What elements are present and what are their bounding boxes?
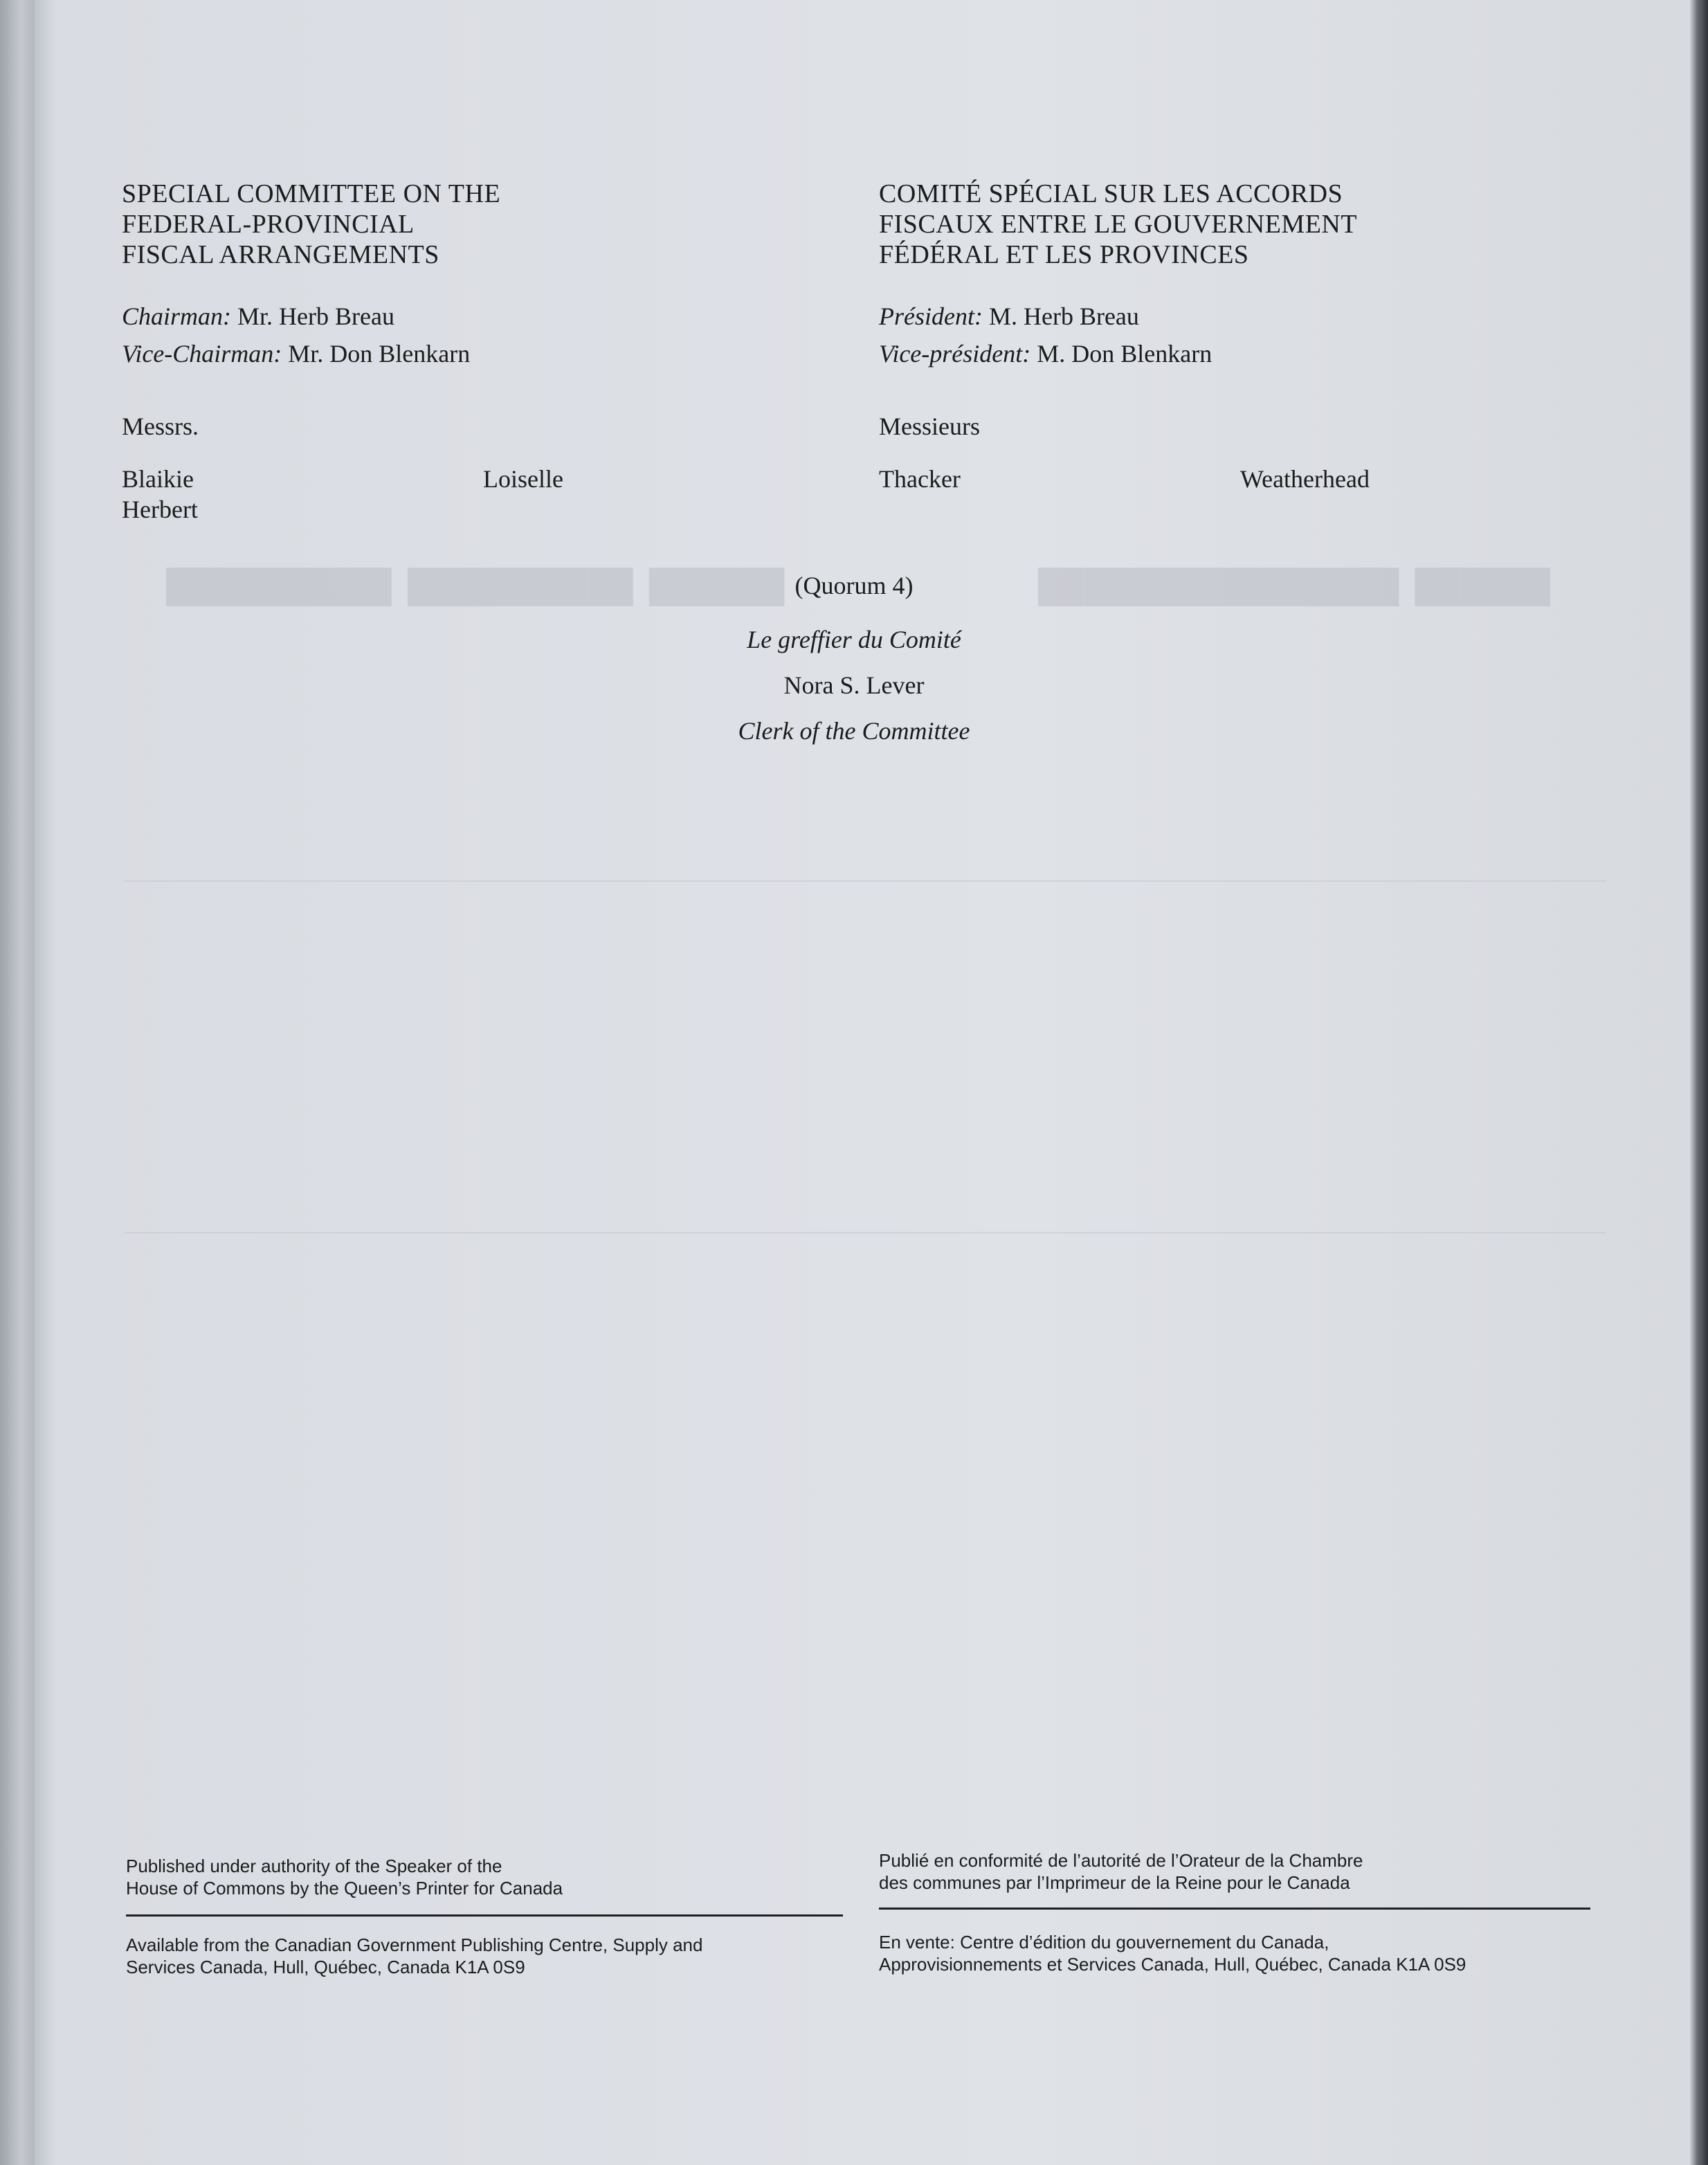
chairman-name: Mr. Herb Breau <box>237 302 394 330</box>
english-title-line: FEDERAL-PROVINCIAL <box>122 210 415 239</box>
member-name: Blaikie <box>122 465 194 493</box>
vice-president-label: Vice-président: <box>879 340 1031 368</box>
english-members-heading: Messrs. <box>122 413 199 440</box>
french-title-line: COMITÉ SPÉCIAL SUR LES ACCORDS <box>879 179 1343 208</box>
chairman-line <box>122 298 470 335</box>
members-list-col3 <box>879 464 961 494</box>
french-title-line: FÉDÉRAL ET LES PROVINCES <box>879 240 1249 269</box>
members-list-col2 <box>483 464 563 494</box>
french-members-heading: Messieurs <box>879 413 980 440</box>
availability-line: Approvisionnements et Services Canada, Hull, Québec, Canada K1A 0S9 <box>879 1954 1466 1975</box>
page-edge-shadow <box>1690 0 1708 2165</box>
english-availability-notice <box>126 1934 702 1978</box>
availability-line: En vente: Centre d’édition du gouvernement du Canada, <box>879 1932 1329 1953</box>
availability-line: Available from the Canadian Government Publishing Centre, Supply and <box>126 1935 703 1955</box>
published-line: House of Commons by the Queen’s Printer for Canada <box>126 1878 563 1899</box>
president-label: Président: <box>879 302 983 330</box>
published-line: Publié en conformité de l’autorité de l’Orateur de la Chambre <box>879 1850 1363 1871</box>
member-name: Thacker <box>879 465 961 493</box>
clerk-name: Nora S. Lever <box>783 671 925 699</box>
clerk-title-french: Le greffier du Comité <box>747 626 961 653</box>
english-title-line: SPECIAL COMMITTEE ON THE <box>122 179 501 208</box>
president-line <box>879 298 1212 335</box>
english-committee-title <box>122 179 500 270</box>
vice-chairman-name: Mr. Don Blenkarn <box>288 340 471 368</box>
member-name: Weatherhead <box>1240 465 1370 493</box>
english-officers <box>122 298 470 372</box>
chairman-label: Chairman: <box>122 302 232 330</box>
footer-divider-left <box>126 1914 843 1917</box>
vice-chairman-line <box>122 335 470 372</box>
clerk-title-english: Clerk of the Committee <box>738 717 970 745</box>
show-through-rule <box>125 1232 1606 1233</box>
english-title-line: FISCAL ARRANGEMENTS <box>122 240 439 269</box>
availability-line: Services Canada, Hull, Québec, Canada K1A 0S9 <box>126 1957 525 1977</box>
vice-president-line <box>879 335 1212 372</box>
members-list-col4 <box>1240 464 1370 494</box>
member-name: Loiselle <box>483 465 563 493</box>
president-name: M. Herb Breau <box>988 302 1139 330</box>
member-name: Herbert <box>122 496 198 523</box>
french-published-notice <box>879 1849 1363 1894</box>
vice-president-name: M. Don Blenkarn <box>1037 340 1212 368</box>
published-line: des communes par l’Imprimeur de la Reine pour le Canada <box>879 1872 1350 1893</box>
published-line: Published under authority of the Speaker of the <box>126 1856 502 1876</box>
members-list-col1 <box>122 464 198 525</box>
quorum-text: (Quorum 4) <box>794 572 914 599</box>
footer-divider-right <box>879 1908 1590 1910</box>
french-committee-title <box>879 179 1357 270</box>
show-through-rule <box>125 880 1606 882</box>
show-through-text: ▀▀▀ ▀▀▀▀▀▀▀▀ <box>1038 569 1550 640</box>
page-spine-shadow <box>0 0 35 2165</box>
english-published-notice <box>126 1855 563 1899</box>
french-officers <box>879 298 1212 372</box>
french-availability-notice <box>879 1931 1466 1975</box>
vice-chairman-label: Vice-Chairman: <box>122 340 282 368</box>
french-title-line: FISCAUX ENTRE LE GOUVERNEMENT <box>879 210 1358 239</box>
show-through-text: ▀▀▀ ▀▀▀▀▀ ▀▀▀▀▀ <box>166 569 785 640</box>
